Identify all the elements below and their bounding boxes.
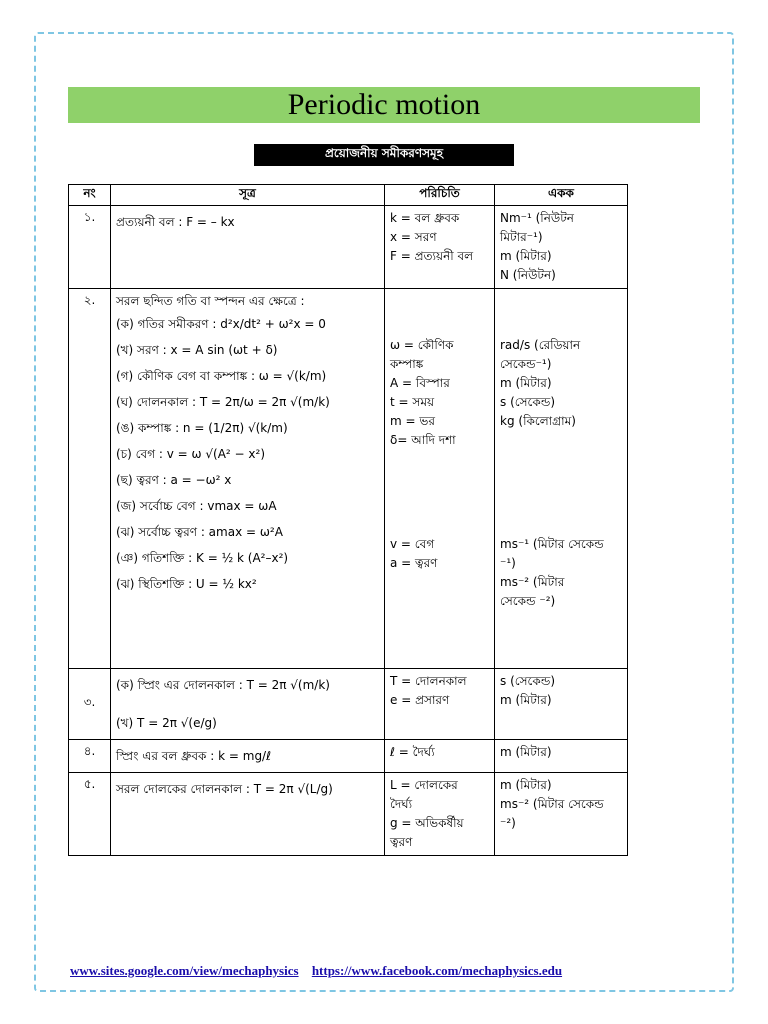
- unit-line: ms⁻¹ (মিটার সেকেন্ড: [500, 537, 604, 551]
- unit-line: m (মিটার): [500, 745, 552, 759]
- unit-line: s (সেকেন্ড): [500, 395, 556, 409]
- symbols-cell: [385, 289, 495, 669]
- unit-cell: [495, 206, 628, 289]
- formula-line: (ঘ) দোলনকাল : T = 2π/ω = 2π √(m/k): [116, 395, 330, 409]
- table-row: [69, 206, 628, 289]
- formula-intro: সরল ছন্দিত গতি বা স্পন্দন এর ক্ষেত্রে :: [116, 294, 305, 308]
- symbol-line: k = বল ধ্রুবক: [390, 211, 460, 225]
- page-title: Periodic motion: [287, 88, 481, 121]
- symbols-cell: [385, 669, 495, 740]
- row-number: ৫.: [69, 773, 111, 856]
- formula-line: (ঝ) সর্বোচ্চ ত্বরণ : amax = ω²A: [116, 525, 283, 539]
- symbol-line: a = ত্বরণ: [390, 556, 438, 570]
- symbol-line: x = সরণ: [390, 230, 437, 244]
- row-number: ৩.: [69, 669, 111, 740]
- formula-cell: [111, 206, 385, 289]
- formula-line: (চ) বেগ : v = ω √(A² − x²): [116, 447, 266, 461]
- formula-line: (খ) সরণ : x = A sin (ωt + δ): [116, 343, 278, 357]
- symbol-line: F = প্রত্যয়নী বল: [390, 249, 474, 263]
- symbol-line: m = ভর: [390, 414, 435, 428]
- symbol-line: A = বিস্পার: [390, 376, 450, 390]
- column-header-no: নং: [69, 185, 111, 206]
- unit-line: rad/s (রেডিয়ান: [500, 338, 581, 352]
- symbols-cell: [385, 206, 495, 289]
- symbol-line: e = প্রসারণ: [390, 693, 450, 707]
- formula-cell: [111, 740, 385, 773]
- formula-line: সরল দোলকের দোলনকাল : T = 2π √(L/g): [116, 782, 333, 796]
- formula-cell: [111, 773, 385, 856]
- footer-links: [70, 963, 572, 979]
- unit-line: m (মিটার): [500, 693, 552, 707]
- equations-table: [68, 184, 628, 856]
- row-number: ২.: [69, 289, 111, 669]
- unit-cell: [495, 669, 628, 740]
- unit-line: m (মিটার): [500, 249, 552, 263]
- symbol-line: t = সময়: [390, 395, 435, 409]
- formula-line: (ক) স্প্রিং এর দোলনকাল : T = 2π √(m/k): [116, 678, 330, 692]
- unit-cell: [495, 740, 628, 773]
- symbol-line: ω = কৌণিক: [390, 338, 454, 352]
- unit-line: m (মিটার): [500, 778, 552, 792]
- unit-line: Nm⁻¹ (নিউটন: [500, 211, 574, 225]
- unit-line: ⁻¹): [500, 556, 516, 570]
- formula-line: (জ) সর্বোচ্চ বেগ : vmax = ωA: [116, 499, 277, 513]
- symbol-line: L = দোলকের: [390, 778, 458, 792]
- table-row: [69, 740, 628, 773]
- unit-line: ⁻²): [500, 816, 516, 830]
- symbols-cell: [385, 773, 495, 856]
- unit-line: ms⁻² (মিটার সেকেন্ড: [500, 797, 604, 811]
- column-header-unit: একক: [495, 185, 628, 206]
- section-heading: প্রয়োজনীয় সমীকরণসমূহ: [254, 144, 514, 166]
- symbol-line: δ= আদি দশা: [390, 433, 456, 447]
- formula-line: (ঙ) কম্পাঙ্ক : n = (1/2π) √(k/m): [116, 421, 288, 435]
- unit-line: s (সেকেন্ড): [500, 674, 556, 688]
- title-banner: [68, 87, 700, 123]
- unit-line: N (নিউটন): [500, 268, 556, 282]
- website-link[interactable]: www.sites.google.com/view/mechaphysics: [70, 963, 299, 978]
- facebook-link[interactable]: https://www.facebook.com/mechaphysics.edu: [311, 963, 563, 978]
- table-header-row: [69, 185, 628, 206]
- unit-line: মিটার⁻¹): [500, 230, 543, 244]
- formula-line: (ছ) ত্বরণ : a = −ω² x: [116, 473, 232, 487]
- unit-cell: [495, 289, 628, 669]
- formula-cell: [111, 289, 385, 669]
- symbols-cell: [385, 740, 495, 773]
- formula-line: (খ) T = 2π √(e/g): [116, 716, 217, 730]
- symbol-line: দৈর্ঘ্য: [390, 797, 413, 811]
- unit-line: m (মিটার): [500, 376, 552, 390]
- row-number: ১.: [69, 206, 111, 289]
- table-row: [69, 669, 628, 740]
- unit-line: সেকেন্ড ⁻²): [500, 594, 556, 608]
- table-row: [69, 289, 628, 669]
- table-row: [69, 773, 628, 856]
- symbol-line: ℓ = দৈর্ঘ্য: [390, 745, 435, 759]
- unit-line: kg (কিলোগ্রাম): [500, 414, 576, 428]
- column-header-symbols: পরিচিতি: [385, 185, 495, 206]
- unit-line: সেকেন্ড⁻¹): [500, 357, 552, 371]
- symbol-line: g = অভিকর্ষীয়: [390, 816, 464, 830]
- formula-line: স্প্রিং এর বল ধ্রুবক : k = mg/ℓ: [116, 749, 272, 763]
- formula-line: (ঝ) স্থিতিশক্তি : U = ½ kx²: [116, 577, 257, 591]
- symbol-line: কম্পাঙ্ক: [390, 357, 424, 371]
- row-number: ৪.: [69, 740, 111, 773]
- symbol-line: T = দোলনকাল: [390, 674, 467, 688]
- formula-line: (ক) গতির সমীকরণ : d²x/dt² + ω²x = 0: [116, 317, 326, 331]
- column-header-formula: সূত্র: [111, 185, 385, 206]
- formula-cell: [111, 669, 385, 740]
- symbol-line: ত্বরণ: [390, 835, 413, 849]
- formula-line: (ঞ) গতিশক্তি : K = ½ k (A²–x²): [116, 551, 289, 565]
- formula-line: (গ) কৌণিক বেগ বা কম্পাঙ্ক : ω = √(k/m): [116, 369, 327, 383]
- formula-line: প্রত্যয়নী বল : F = – kx: [116, 215, 235, 229]
- unit-cell: [495, 773, 628, 856]
- symbol-line: v = বেগ: [390, 537, 435, 551]
- unit-line: ms⁻² (মিটার: [500, 575, 565, 589]
